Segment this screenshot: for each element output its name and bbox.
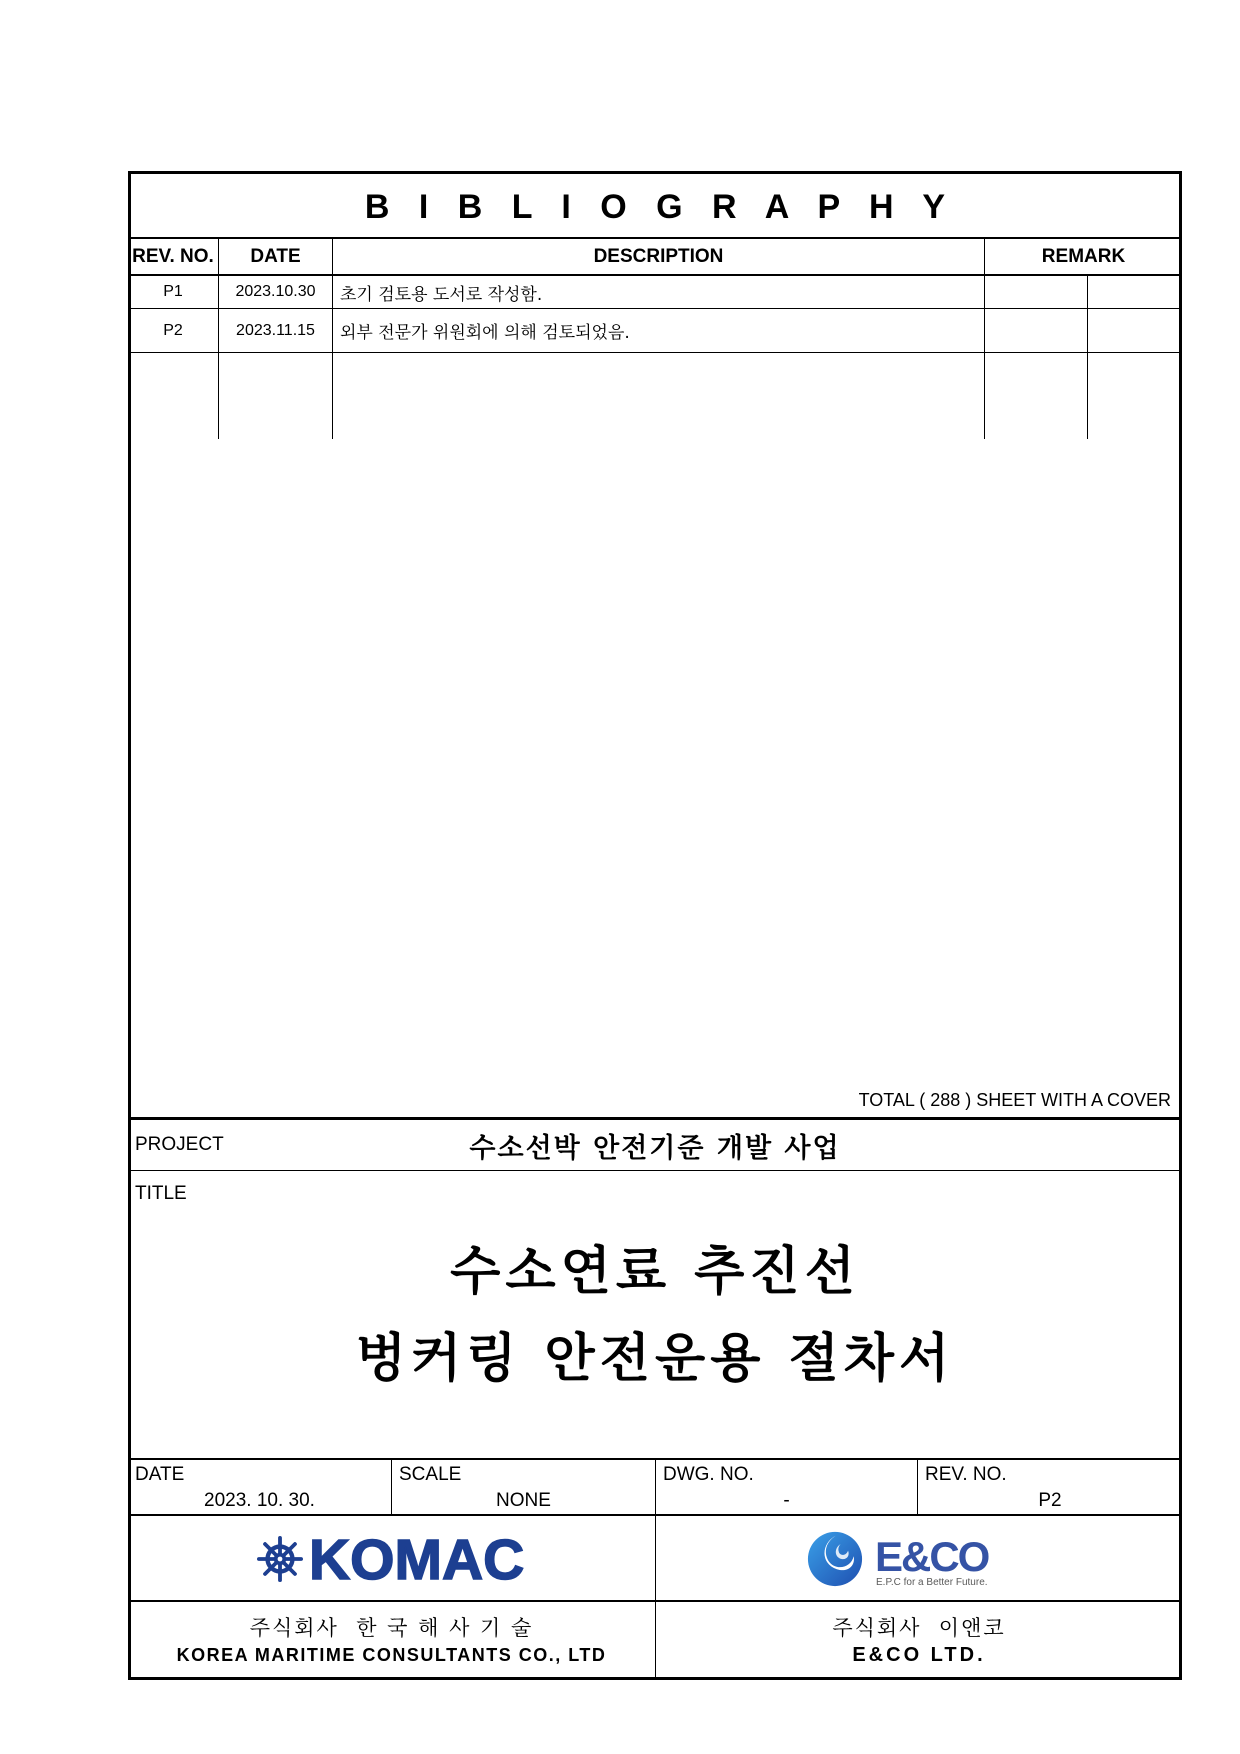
enco-logo: [656, 1516, 1182, 1600]
project-name: 수소선박 안전기준 개발 사업: [469, 1132, 841, 1164]
info-scale-label: SCALE: [399, 1464, 462, 1485]
description-cell: [333, 353, 985, 439]
total-sheets: TOTAL ( 288 ) SHEET WITH A COVER: [858, 1090, 1171, 1110]
komac-company-name: [128, 1602, 656, 1680]
komac-logo-text: KOMAC: [309, 1528, 525, 1592]
remark-cell: [985, 276, 1088, 308]
info-date-value: 2023. 10. 30.: [204, 1490, 315, 1511]
table-row: [128, 309, 1182, 353]
komac-name-english: KOREA MARITIME CONSULTANTS CO., LTD: [176, 1645, 607, 1665]
remark-sub-cell: [1088, 309, 1182, 352]
revision-table-header: [128, 239, 1182, 276]
info-dwg-no-value: -: [783, 1490, 790, 1511]
table-row-empty: [128, 353, 1182, 439]
remark-sub-cell: [1088, 276, 1182, 308]
enco-logo-tagline: E.P.C for a Better Future.: [876, 1577, 988, 1588]
enco-name-korean: 주식회사 이앤코: [832, 1616, 1006, 1640]
swirl-logo-icon: [807, 1530, 863, 1588]
remark-cell: [985, 353, 1088, 439]
info-date: [128, 1460, 392, 1514]
enco-company-name: [656, 1602, 1182, 1680]
komac-name-korean: 주식회사 한 국 해 사 기 술: [249, 1616, 534, 1640]
project-section: [128, 1117, 1182, 1171]
info-dwg-no: [656, 1460, 918, 1514]
column-header-rev-no: REV. NO.: [128, 239, 219, 274]
document-title-line-2: 벙커링 안전운용 절차서: [355, 1329, 955, 1389]
info-scale-value: NONE: [496, 1490, 551, 1511]
description-cell: 외부 전문가 위원회에 의해 검토되었음.: [333, 309, 985, 352]
company-names-row: [128, 1602, 1182, 1680]
rev-no-cell: P2: [128, 309, 219, 352]
document-title-line-1: 수소연료 추진선: [450, 1242, 860, 1302]
info-dwg-no-label: DWG. NO.: [663, 1464, 754, 1485]
rev-no-cell: P1: [128, 276, 219, 308]
document-frame: [128, 171, 1182, 1680]
info-rev-no-value: P2: [1038, 1490, 1062, 1511]
column-header-description: DESCRIPTION: [333, 239, 985, 274]
remark-sub-cell: [1088, 353, 1182, 439]
ship-wheel-icon: [257, 1536, 303, 1582]
table-row: [128, 276, 1182, 309]
date-cell: 2023.11.15: [219, 309, 333, 352]
info-scale: [392, 1460, 656, 1514]
project-label: PROJECT: [135, 1134, 224, 1155]
description-cell: 초기 검토용 도서로 작성함.: [333, 276, 985, 308]
date-cell: 2023.10.30: [219, 276, 333, 308]
column-header-date: DATE: [219, 239, 333, 274]
remark-cell: [985, 309, 1088, 352]
enco-logo-text: E&CO: [875, 1533, 989, 1580]
info-rev-no: [918, 1460, 1182, 1514]
info-date-label: DATE: [135, 1464, 185, 1485]
rev-no-cell: [128, 353, 219, 439]
komac-logo: [128, 1516, 656, 1600]
bibliography-heading: B I B L I O G R A P H Y: [128, 171, 1182, 239]
column-header-remark: REMARK: [1041, 245, 1126, 267]
date-cell: [219, 353, 333, 439]
info-rev-no-label: REV. NO.: [925, 1464, 1007, 1485]
revision-table: [128, 239, 1182, 439]
logos-row: [128, 1516, 1182, 1602]
enco-name-english: E&CO LTD.: [852, 1644, 986, 1666]
title-section: [128, 1171, 1182, 1460]
info-row: [128, 1460, 1182, 1516]
title-label: TITLE: [135, 1183, 187, 1204]
